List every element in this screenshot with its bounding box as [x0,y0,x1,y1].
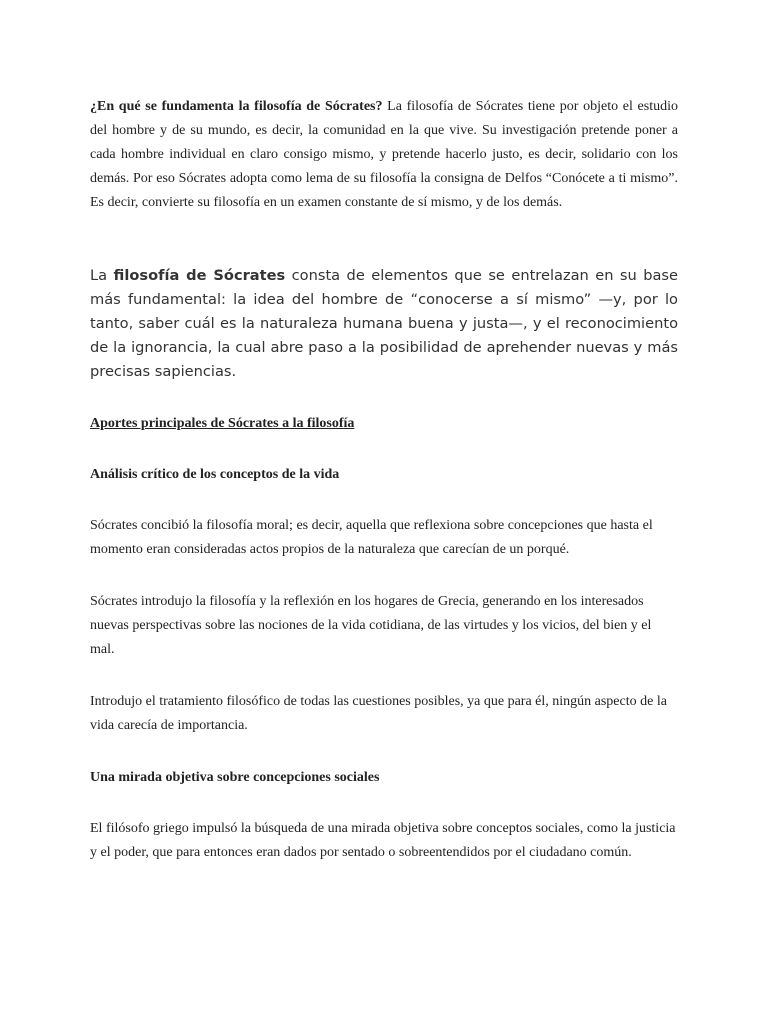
section1-paragraph-1: Sócrates concibió la filosofía moral; es decir, aquella que reflexiona sobre concepciones que hasta el momento eran consideradas actos propios de la naturaleza que carecían de un porqué. [90,518,653,557]
summary-prefix: La [90,267,114,284]
section2-paragraph-1: El filósofo griego impulsó la búsqueda de una mirada objetiva sobre conceptos sociales, como la justicia y el poder, que para entonces eran dados por sentado o sobreentendidos por el ciudadano común. [90,821,676,860]
section1-paragraph-3: Introdujo el tratamiento filosófico de todas las cuestiones posibles, ya que para él, ningún aspecto de la vida carecía de importancia. [90,694,667,733]
summary-body: consta de elementos que se entrelazan en su base más fundamental: la idea del hombre de “conocerse a sí mismo” —y, por lo tanto, saber cuál es la naturaleza humana buena y justa—, y el reconocimiento de la ignorancia, la cual abre paso a la posibilidad de aprehender nuevas y más precisas sapiencias. [90,267,679,380]
section1-paragraph-2: Sócrates introdujo la filosofía y la reflexión en los hogares de Grecia, generando en los interesados nuevas perspectivas sobre las nociones de la vida cotidiana, de las virtudes y los vicios, del bien y el mal. [90,594,652,657]
contributions-heading: Aportes principales de Sócrates a la filosofía [90,416,355,431]
intro-question: ¿En qué se fundamenta la filosofía de Sócrates? [90,99,383,114]
summary-bold-term: filosofía de Sócrates [113,267,286,284]
intro-body: La filosofía de Sócrates tiene por objeto el estudio del hombre y de su mundo, es decir, la comunidad en la que vive. Su investigación pretende poner a cada hombre individual en claro consigo mismo, y pretende hacerlo justo, es decir, solidario con los demás. Por eso Sócrates adopta como lema de su filosofía la consigna de Delfos “Conócete a ti mismo”. Es decir, convierte su filosofía en un examen constante de sí mismo, y de los demás. [90,99,678,210]
intro-paragraph [90,95,678,215]
section2-heading: Una mirada objetiva sobre concepciones sociales [90,770,380,785]
section1-heading: Análisis crítico de los conceptos de la vida [90,467,340,482]
summary-paragraph [90,264,678,384]
